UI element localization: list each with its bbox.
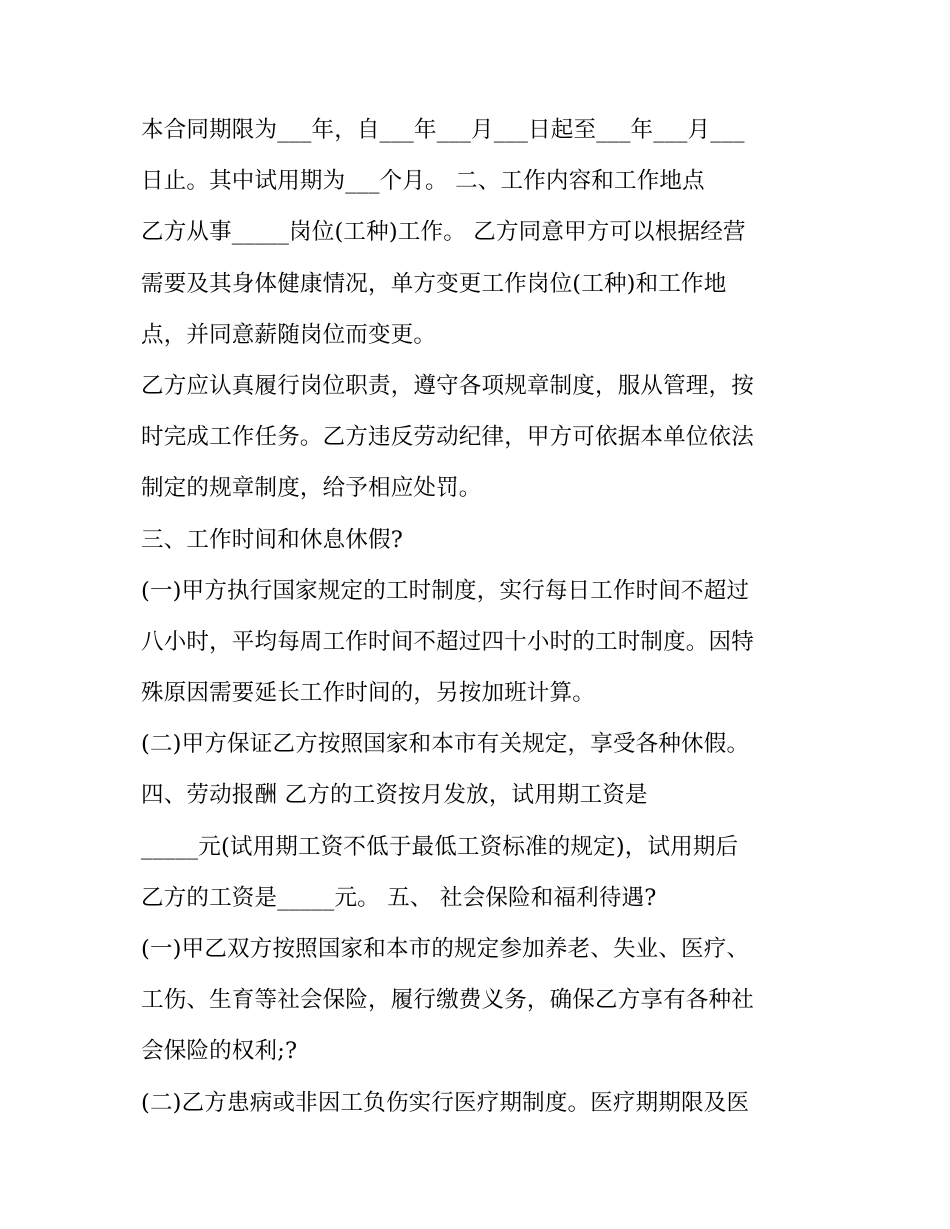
text-line: 乙方的工资是_____元。 五、 社会保险和福利待遇?	[141, 884, 657, 911]
text-line: (一)甲方执行国家规定的工时制度，实行每日工作时间不超过	[141, 577, 750, 604]
contract-text-body	[141, 105, 821, 1129]
section-heading: 三、工作时间和休息休假?	[141, 526, 403, 553]
text-line: 时完成工作任务。乙方违反劳动纪律，甲方可依据本单位依法	[141, 424, 754, 451]
text-line: 殊原因需要延长工作时间的，另按加班计算。	[141, 680, 596, 707]
text-line: 日止。其中试用期为___个月。 二、工作内容和工作地点	[141, 168, 705, 195]
text-line: 点，并同意薪随岗位而变更。	[141, 321, 437, 348]
text-line: 本合同期限为___年，自___年___月___日起至___年___月___	[141, 117, 745, 143]
text-line: (一)甲乙双方按照国家和本市的规定参加养老、失业、医疗、	[141, 936, 750, 962]
text-line: 乙方应认真履行岗位职责，遵守各项规章制度，服从管理，按	[141, 372, 754, 399]
text-line: 需要及其身体健康情况，单方变更工作岗位(工种)和工作地	[141, 270, 727, 297]
text-line: 制定的规章制度，给予相应处罚。	[141, 475, 482, 502]
text-line: 乙方从事_____岗位(工种)工作。 乙方同意甲方可以根据经营	[141, 219, 746, 246]
text-line: 四、劳动报酬 乙方的工资按月发放，试用期工资是	[141, 782, 648, 809]
text-line: (二)乙方患病或非因工负伤实行医疗期制度。医疗期期限及医	[141, 1089, 750, 1116]
text-line: 工伤、生育等社会保险，履行缴费义务，确保乙方享有各种社	[141, 987, 754, 1014]
text-line: 会保险的权利;?	[141, 1038, 298, 1065]
text-line: 八小时，平均每周工作时间不超过四十小时的工时制度。因特	[141, 628, 754, 655]
text-line: (二)甲方保证乙方按照国家和本市有关规定，享受各种休假。	[141, 731, 750, 758]
text-line: _____元(试用期工资不低于最低工资标准的规定)，试用期后	[141, 833, 739, 860]
